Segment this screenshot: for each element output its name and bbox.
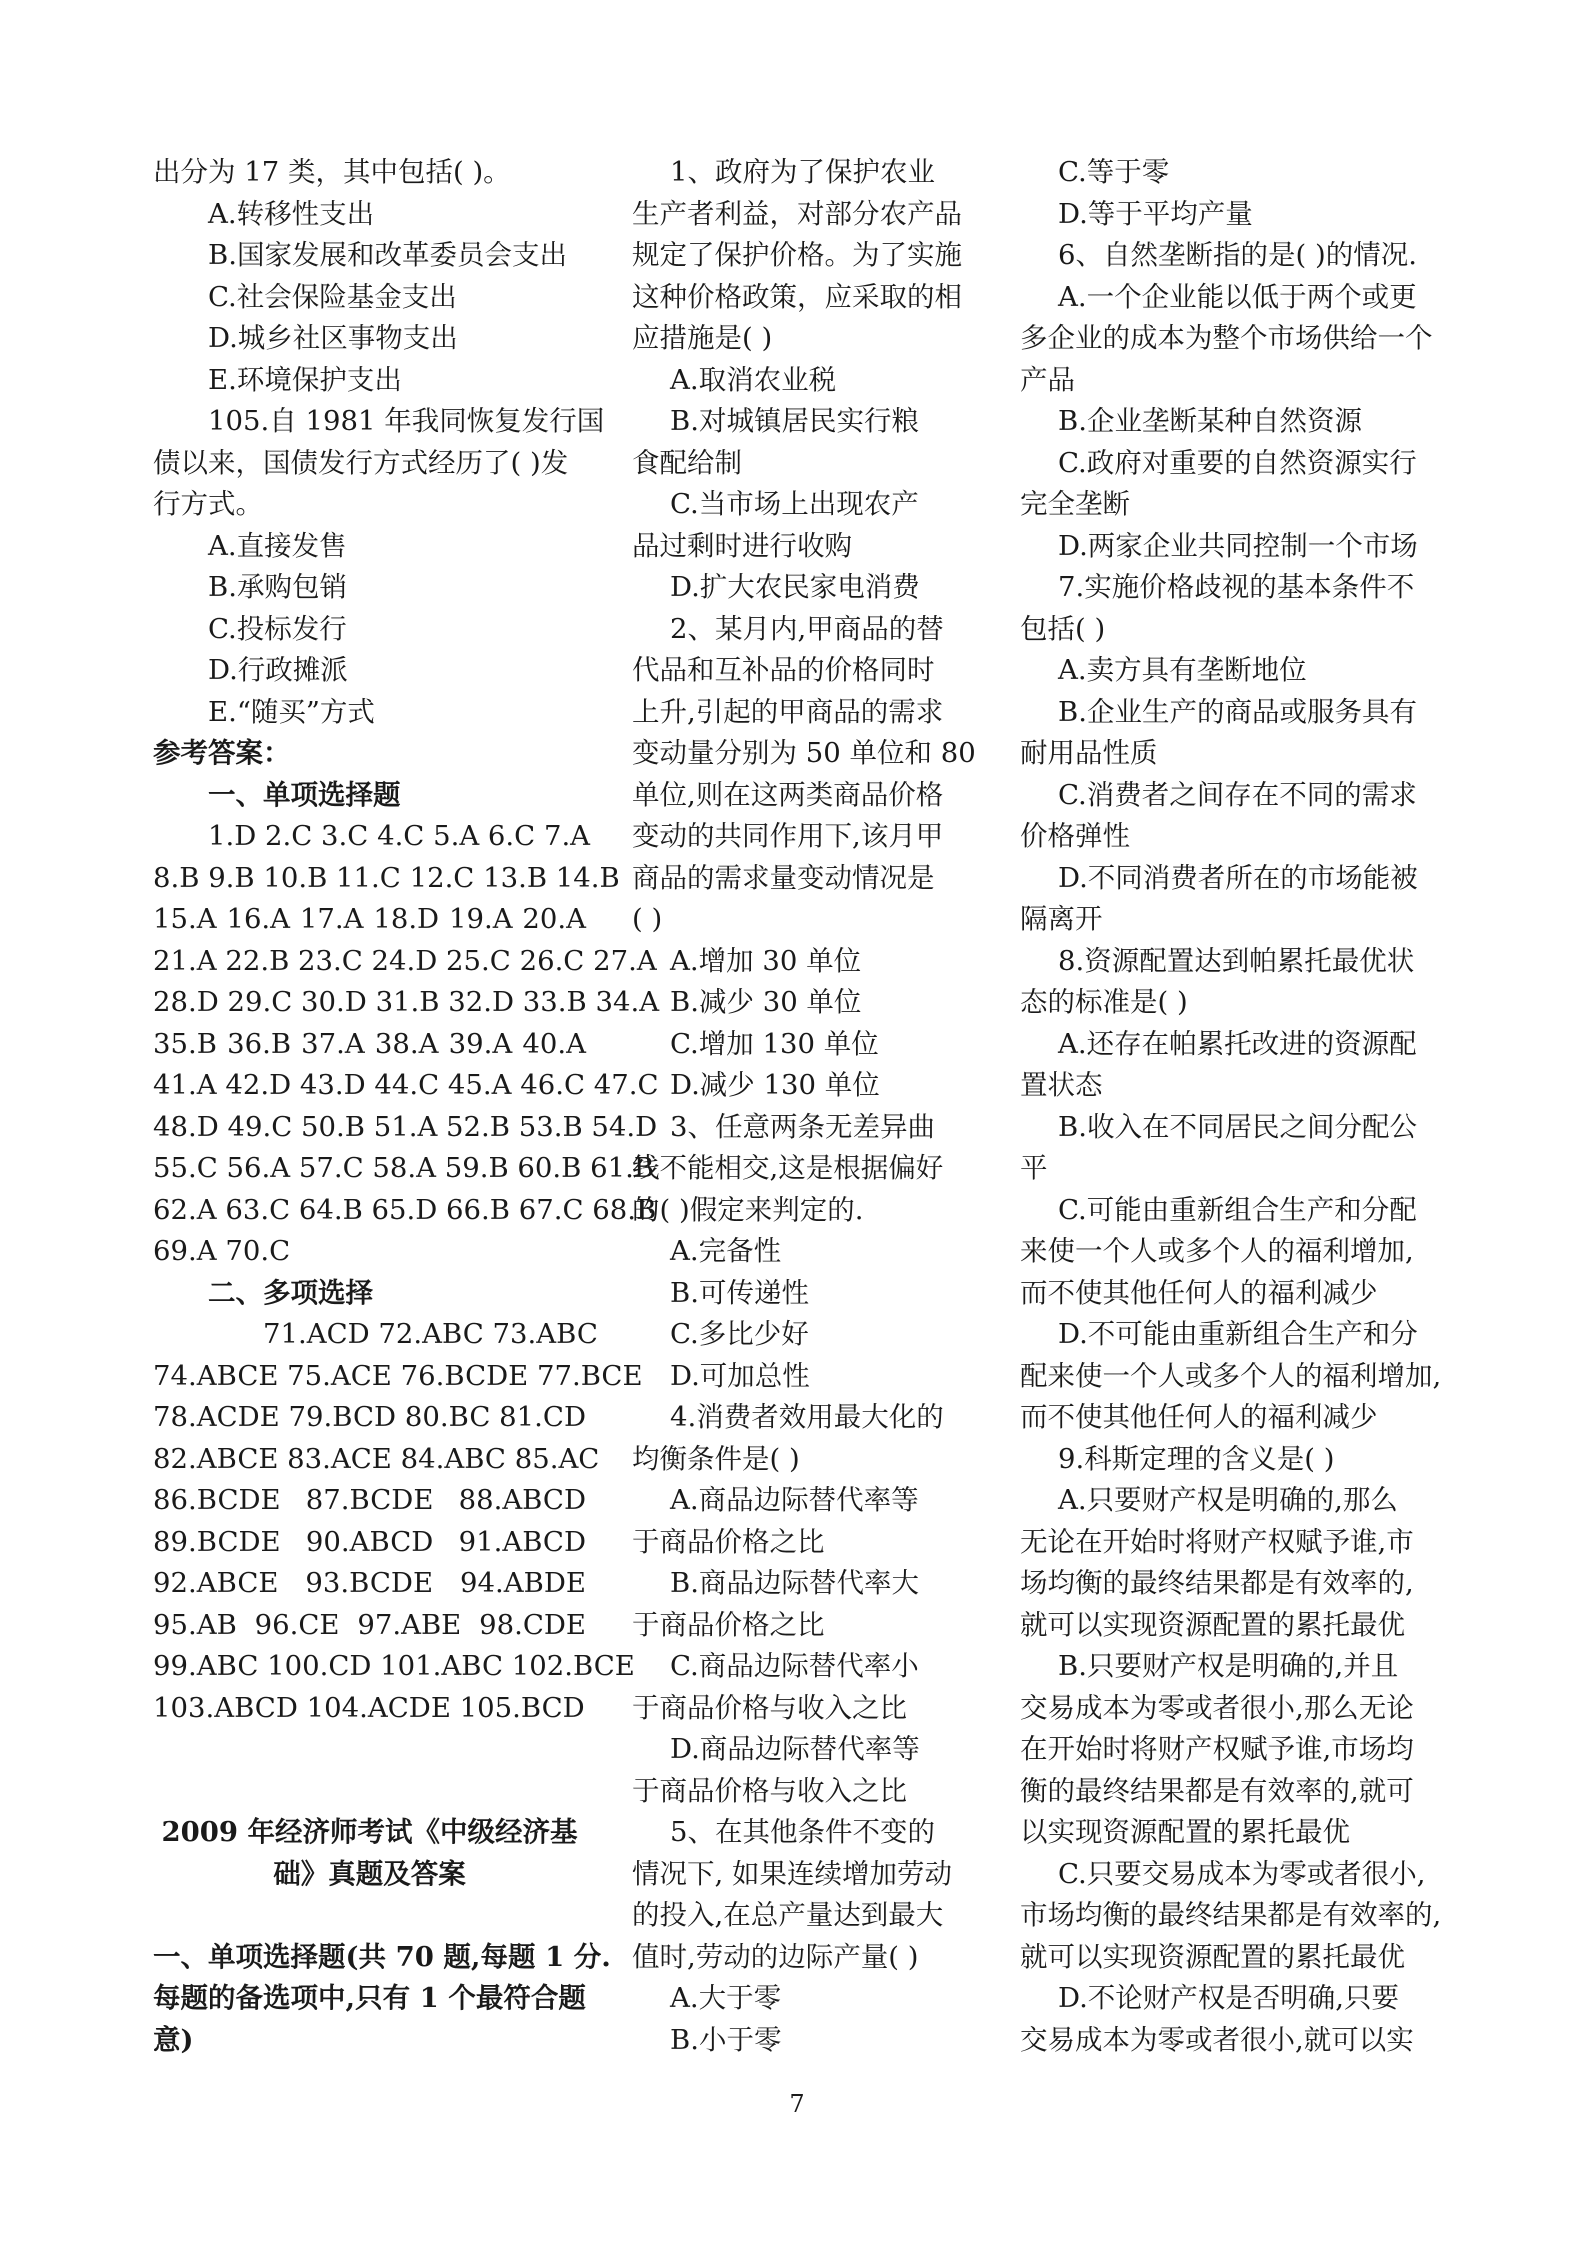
answers-heading: 参考答案：	[153, 737, 291, 769]
text-line: 这种价格政策，应采取的相	[632, 280, 962, 313]
text-line: 场均衡的最终结果都是有效率的,	[1020, 1567, 1414, 1599]
question-line: 7.实施价格歧视的基本条件不	[1058, 571, 1415, 603]
text-line: 的投入,在总产量达到最大	[632, 1899, 944, 1931]
text-line: 耐用品性质	[1020, 737, 1158, 769]
text-line: 值时,劳动的边际产量( )	[632, 1940, 919, 1973]
text-line: 品过剩时进行收购	[632, 529, 852, 562]
question-line: 105.自 1981 年我同恢复发行国	[208, 405, 605, 437]
answer-row: 55.C 56.A 57.C 58.A 59.B 60.B 61.B	[153, 1152, 655, 1184]
text-line: 规定了保护价格。为了实施	[632, 239, 962, 271]
answer-row: 82.ABCE 83.ACE 84.ABC 85.AC	[153, 1442, 600, 1475]
text-line: 就可以实现资源配置的累托最优	[1020, 1608, 1405, 1641]
answer-row: 8.B 9.B 10.B 11.C 12.C 13.B 14.B	[153, 861, 620, 894]
section-heading-single-choice: 一、单项选择题	[208, 778, 401, 811]
option-line: A.取消农业税	[670, 363, 837, 396]
option-line: B.承购包销	[208, 571, 347, 603]
text-line: 无论在开始时将财产权赋予谁,市	[1020, 1525, 1414, 1558]
text-line: 于商品价格之比	[632, 1608, 825, 1641]
answer-row: 48.D 49.C 50.B 51.A 52.B 53.B 54.D	[153, 1110, 658, 1143]
answer-row: 78.ACDE 79.BCD 80.BC 81.CD	[153, 1401, 586, 1433]
text-line: 交易成本为零或者很小,那么无论	[1020, 1691, 1414, 1724]
option-line: B.企业垄断某种自然资源	[1058, 405, 1362, 437]
answer-row: 69.A 70.C	[153, 1235, 291, 1267]
column-right	[1020, 152, 1448, 2061]
answer-row: 35.B 36.B 37.A 38.A 39.A 40.A	[153, 1027, 586, 1060]
text-line: 商品的需求量变动情况是	[632, 861, 935, 894]
answer-row: 99.ABC 100.CD 101.ABC 102.BCE	[153, 1650, 635, 1682]
option-line: A.还存在帕累托改进的资源配	[1058, 1027, 1417, 1060]
option-line: B.企业生产的商品或服务具有	[1058, 695, 1417, 728]
text-line: 于商品价格与收入之比	[632, 1691, 907, 1724]
option-line: A.增加 30 单位	[670, 944, 862, 977]
text-line: 食配给制	[632, 446, 742, 479]
text-line: 配来使一个人或多个人的福利增加,	[1020, 1359, 1442, 1392]
text-line: 平	[1020, 1152, 1048, 1184]
text-line: 衡的最终结果都是有效率的,就可	[1020, 1774, 1414, 1807]
text-line: 于商品价格与收入之比	[632, 1774, 907, 1807]
answer-row: 41.A 42.D 43.D 44.C 45.A 46.C 47.C	[153, 1069, 659, 1101]
option-line: D.可加总性	[670, 1359, 810, 1392]
text-line: 而不使其他任何人的福利减少	[1020, 1401, 1378, 1433]
exam-title: 础》真题及答案	[273, 1857, 466, 1890]
text-line: 的( )假定来判定的.	[632, 1193, 864, 1226]
text-line: ( )	[632, 903, 663, 935]
text-line: 出分为 17 类，其中包括( )。	[153, 156, 511, 188]
section-heading: 每题的备选项中,只有 1 个最符合题	[153, 1982, 586, 2014]
option-line: B.只要财产权是明确的,并且	[1058, 1650, 1399, 1682]
option-line: B.可传递性	[670, 1276, 809, 1309]
option-line: A.大于零	[670, 1982, 782, 2014]
text-line: 情况下, 如果连续增加劳动	[632, 1857, 952, 1890]
text-line: 包括( )	[1020, 612, 1106, 645]
answer-row: 71.ACD 72.ABC 73.ABC	[263, 1318, 598, 1350]
option-line: B.收入在不同居民之间分配公	[1058, 1110, 1417, 1143]
answer-row: 74.ABCE 75.ACE 76.BCDE 77.BCE	[153, 1359, 643, 1392]
text-line: 均衡条件是( )	[632, 1442, 800, 1475]
text-line: 行方式。	[153, 488, 263, 520]
text-line: 线不能相交,这是根据偏好	[632, 1152, 944, 1184]
option-line: C.当市场上出现农产	[670, 488, 919, 520]
question-line: 4.消费者效用最大化的	[670, 1401, 944, 1433]
text-line: 隔离开	[1020, 903, 1103, 935]
answer-row: 103.ABCD 104.ACDE 105.BCD	[153, 1691, 585, 1724]
text-line: 而不使其他任何人的福利减少	[1020, 1276, 1378, 1309]
answer-row: 89.BCDE 90.ABCD 91.ABCD	[153, 1525, 586, 1558]
option-line: D.不同消费者所在的市场能被	[1058, 861, 1418, 894]
section-heading: 意)	[153, 2023, 194, 2056]
option-line: D.城乡社区事物支出	[208, 322, 458, 354]
option-line: D.商品边际替代率等	[670, 1733, 920, 1765]
section-heading: 一、单项选择题(共 70 题,每题 1 分.	[153, 1940, 611, 1973]
text-line: 置状态	[1020, 1069, 1103, 1101]
option-line: A.完备性	[670, 1235, 782, 1267]
text-line: 债以来，国债发行方式经历了( )发	[153, 446, 569, 479]
option-line: C.消费者之间存在不同的需求	[1058, 778, 1417, 811]
text-line: 价格弹性	[1020, 820, 1130, 852]
question-line: 8.资源配置达到帕累托最优状	[1058, 944, 1415, 977]
option-line: A.卖方具有垄断地位	[1058, 654, 1307, 686]
text-line: 产品	[1020, 363, 1075, 396]
text-line: 变动量分别为 50 单位和 80	[632, 737, 976, 769]
option-line: A.一个企业能以低于两个或更	[1058, 280, 1417, 313]
text-line: 多企业的成本为整个市场供给一个	[1020, 322, 1433, 354]
option-line: C.只要交易成本为零或者很小,	[1058, 1857, 1426, 1890]
text-line: 态的标准是( )	[1020, 986, 1188, 1018]
option-line: C.等于零	[1058, 156, 1170, 188]
text-line: 完全垄断	[1020, 488, 1130, 520]
answer-row: 21.A 22.B 23.C 24.D 25.C 26.C 27.A	[153, 944, 657, 977]
option-line: C.投标发行	[208, 612, 347, 645]
text-line: 于商品价格之比	[632, 1525, 825, 1558]
option-line: D.不论财产权是否明确,只要	[1058, 1982, 1400, 2014]
option-line: C.政府对重要的自然资源实行	[1058, 446, 1417, 479]
text-line: 单位,则在这两类商品价格	[632, 778, 944, 811]
answer-row: 62.A 63.C 64.B 65.D 66.B 67.C 68.B	[153, 1193, 657, 1226]
question-line: 3、任意两条无差异曲	[670, 1110, 935, 1143]
text-line: 代品和互补品的价格同时	[632, 654, 935, 686]
option-line: D.不可能由重新组合生产和分	[1058, 1318, 1418, 1350]
option-line: C.可能由重新组合生产和分配	[1058, 1193, 1417, 1226]
text-line: 应措施是( )	[632, 322, 773, 354]
text-line: 以实现资源配置的累托最优	[1020, 1816, 1350, 1848]
option-line: D.减少 130 单位	[670, 1069, 880, 1101]
text-line: 变动的共同作用下,该月甲	[632, 820, 944, 852]
option-line: C.商品边际替代率小	[670, 1650, 919, 1682]
option-line: D.行政摊派	[208, 654, 348, 686]
option-line: D.两家企业共同控制一个市场	[1058, 529, 1418, 562]
page-number: 7	[789, 2090, 805, 2118]
text-line: 来使一个人或多个人的福利增加,	[1020, 1235, 1414, 1267]
option-line: B.减少 30 单位	[670, 986, 862, 1018]
option-line: C.社会保险基金支出	[208, 280, 457, 313]
answer-row: 92.ABCE 93.BCDE 94.ABDE	[153, 1567, 586, 1599]
option-line: E.“随买”方式	[208, 695, 375, 728]
option-line: A.商品边际替代率等	[670, 1484, 919, 1516]
answer-row: 1.D 2.C 3.C 4.C 5.A 6.C 7.A	[208, 820, 591, 852]
answer-row: 15.A 16.A 17.A 18.D 19.A 20.A	[153, 903, 586, 935]
section-heading-multiple-choice: 二、多项选择	[208, 1276, 373, 1309]
question-line: 5、在其他条件不变的	[670, 1816, 935, 1848]
option-line: A.转移性支出	[208, 197, 375, 230]
text-line: 生产者利益，对部分农产品	[632, 197, 962, 230]
option-line: D.扩大农民家电消费	[670, 571, 920, 603]
column-middle	[632, 152, 976, 2061]
text-line: 市场均衡的最终结果都是有效率的,	[1020, 1899, 1442, 1931]
column-left	[153, 152, 660, 2061]
text-line: 上升,引起的甲商品的需求	[632, 695, 944, 728]
question-line: 1、政府为了保护农业	[670, 156, 935, 188]
option-line: A.只要财产权是明确的,那么	[1058, 1484, 1398, 1516]
answer-row: 86.BCDE 87.BCDE 88.ABCD	[153, 1484, 586, 1516]
option-line: B.小于零	[670, 2023, 782, 2056]
question-line: 6、自然垄断指的是( )的情况.	[1058, 239, 1417, 271]
option-line: D.等于平均产量	[1058, 197, 1253, 230]
option-line: B.商品边际替代率大	[670, 1567, 919, 1599]
question-line: 9.科斯定理的含义是( )	[1058, 1442, 1335, 1475]
text-line: 在开始时将财产权赋予谁,市场均	[1020, 1733, 1414, 1765]
text-line: 就可以实现资源配置的累托最优	[1020, 1940, 1405, 1973]
exam-title: 2009 年经济师考试《中级经济基	[161, 1816, 578, 1848]
option-line: C.增加 130 单位	[670, 1027, 879, 1060]
option-line: B.国家发展和改革委员会支出	[208, 239, 567, 271]
answer-row: 95.AB 96.CE 97.ABE 98.CDE	[153, 1608, 586, 1641]
option-line: E.环境保护支出	[208, 363, 402, 396]
option-line: A.直接发售	[208, 529, 347, 562]
option-line: C.多比少好	[670, 1318, 809, 1350]
question-line: 2、某月内,甲商品的替	[670, 612, 944, 645]
text-line: 交易成本为零或者很小,就可以实	[1020, 2023, 1414, 2056]
answer-row: 28.D 29.C 30.D 31.B 32.D 33.B 34.A	[153, 986, 660, 1018]
option-line: B.对城镇居民实行粮	[670, 405, 919, 437]
